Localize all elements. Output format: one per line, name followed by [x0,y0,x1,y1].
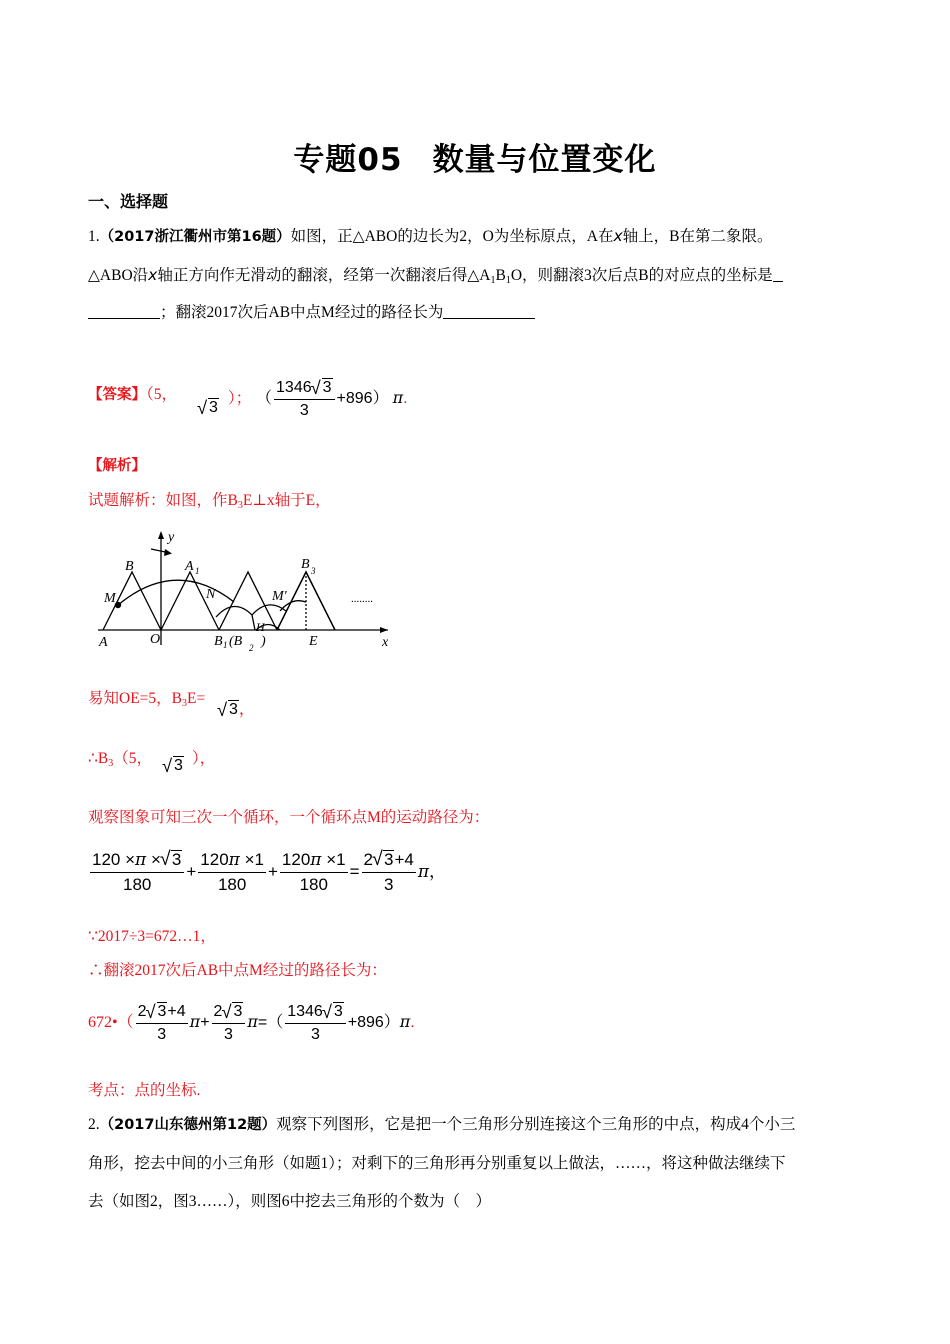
cycle-path-formula: 120 ×π × √ 3 180 + $\frac{120\pi \times 1}{180}$ + $\frac{120\pi \times 1}{180}$ = 2 √ 3+4 3 π， [92,848,447,894]
f2-2: 2 [137,1003,147,1020]
fraction-1346sqrt3-over-3: 1346 √ 3 3 [274,378,335,420]
f2-eq: =（ [257,1014,284,1032]
therefore-sqrt-radicand: 3 [174,757,183,774]
f2-2b: 2 [213,1003,223,1020]
f2-sqrt3: 3 [333,1003,343,1020]
q1-number: 1. [88,228,100,245]
sqrt-radicand: 3 [209,399,218,416]
know-b: E= [187,690,206,707]
label-N: N [206,587,216,602]
know-c: ， [238,701,255,718]
f2-dot: . [410,1014,415,1032]
triangle-3 [219,572,277,630]
title-part1: 专题05 [293,142,403,178]
q2-line2: 角形，挖去中间的小三角形（如题1）；对剩下的三角形再分别重复以上做法，……，将这种做法继续下 [88,1155,786,1172]
label-H: H [256,620,265,634]
answer-line [88,382,177,404]
analysis-observe: 观察图象可知三次一个循环，一个循环点M的运动路径为： [88,809,490,826]
x-axis-arrow [380,627,388,633]
x-variable: x [613,227,623,245]
f2-896: +896） [347,1014,400,1032]
therefore-c: ）， [192,750,216,767]
analysis-label: 【解析】 [88,458,146,474]
sub-3b: 3 [182,698,187,709]
know-a: 易知OE=5，B [88,690,182,707]
label-B: B [125,559,134,574]
label-B2: (B [229,634,243,649]
answer-sep: ）； [228,390,252,407]
q1-l2c: B [495,267,506,284]
know-sqrt-radicand: 3 [229,701,238,718]
path-arc-2 [216,606,255,630]
f-x1b: ×1 [326,850,346,869]
answer-sqrt3: √ 3 [197,396,218,418]
f-sqrt2: 3 [384,850,394,869]
q1-text-tail: 轴上，B在第二象限。 [622,228,773,245]
sub-3c: 3 [108,758,114,769]
f-p4: +4 [394,850,414,869]
f2-p4: +4 [167,1003,186,1020]
label-B1-sub: 1 [223,640,228,650]
answer-dot: . [403,390,408,408]
section-heading: 一、选择题 [88,192,169,211]
f-plus1: + [186,861,197,881]
den-3: 3 [299,402,309,419]
f-times: × [150,850,161,869]
therefore-b: （5， [113,750,152,767]
sub-1a: 1 [490,275,496,286]
f-2: 2 [363,850,373,869]
f-den1: 180 [122,875,152,894]
plus-896: +896 [336,390,373,408]
analysis-intro [88,488,331,511]
f-120: 120 × [92,850,136,869]
label-A1-sub: 1 [195,566,200,576]
answer-label: 【答案】 [88,387,146,403]
answer-blank-2[interactable] [443,304,535,319]
sqrt-3: 3 [322,379,332,396]
f-eq: = [349,861,360,881]
f2-den2: 3 [223,1026,233,1043]
f2-1346: 1346 [287,1003,323,1020]
intro-b: E⊥x轴于E， [242,492,331,509]
analysis-kaodian: 考点：点的坐标. [88,1082,201,1099]
analysis-therefore2: ∴翻滚2017次后AB中点M经过的路径长为： [88,962,387,979]
answer-blank-1[interactable] [88,304,160,319]
rolling-triangle-figure [96,527,396,652]
f2-sqrt: 3 [157,1003,167,1020]
sub-1b: 1 [505,275,511,286]
y-axis-arrow [158,531,164,539]
q1-l2d: O，则翻滚3次后点B的对应点的坐标是 [510,267,773,284]
f-den3: 180 [299,875,328,894]
know-sqrt3: √ 3， [217,698,255,720]
q1-l3a: ；翻滚2017次后AB中点M经过的路径长为 [160,304,444,321]
analysis-therefore-B3 [88,746,152,769]
label-y: y [168,530,175,545]
paren-close: ） [372,390,389,408]
f2-plus: + [200,1014,210,1032]
q1-line2 [88,263,783,286]
answer-blank-start[interactable] [773,267,783,282]
f2-den1: 3 [157,1026,167,1043]
x-variable-2: x [148,266,158,284]
label-B3-sub: 3 [311,566,316,576]
f2-sqrt2: 3 [233,1003,243,1020]
label-M: M [104,591,116,606]
f2-672: 672•（ [88,1014,134,1032]
f-den4: 3 [383,875,394,894]
label-O: O [150,632,161,647]
q1-l2a: △ABO沿 [88,267,149,284]
f-120c: 120 [281,850,311,869]
q2-source: （2017山东德州第12题） [99,1117,277,1133]
q2-text-1: 观察下列图形，它是把一个三角形分别连接这个三角形的中点，构成4个小三 [276,1116,796,1133]
q1-text: 如图，正△ABO的边长为2，O为坐标原点，A在 [290,228,614,245]
total-path-formula: 672•（ 2 √ 3+4 3 π+ 2 √ 3 3 π=（ 1346 √ 3 3 +896）π. [88,1000,415,1043]
num-1346: 1346 [276,379,312,396]
therefore-a: ∴B [88,750,109,767]
label-B3: B [301,557,310,572]
label-B2-sub: 2 [249,643,254,652]
q1-line1 [88,224,773,246]
q2-line1 [88,1112,795,1134]
ellipsis-dots: ........ [351,593,373,605]
label-A1: A [185,559,194,574]
f-den2: 180 [217,875,247,894]
paren-open: （ [256,390,273,408]
answer-fraction-expr: （ 1346 √ 3 3 +896） π. [256,376,408,419]
page-title [0,134,950,179]
q2-number: 2. [88,1116,100,1133]
q2-line3: 去（如图2，图3……），则图6中挖去三角形的个数为（ ） [88,1193,492,1210]
intro-a: 试题解析：如图，作B [88,492,238,509]
answer-open: （5， [146,386,178,403]
analysis-know [88,686,205,709]
q1-line3 [88,300,535,322]
label-E: E [309,634,318,649]
title-part2: 数量与位置变化 [432,142,657,178]
label-B2-close: ) [261,634,266,649]
analysis-because: ∵2017÷3=672…1， [88,928,216,945]
sub-3a: 3 [237,500,243,511]
label-M-prime: M′ [272,589,287,604]
f-plus2: + [267,861,278,881]
f-comma: ， [429,861,447,881]
f-sqrt: 3 [171,850,182,869]
f-x1: ×1 [244,850,264,869]
label-B1: B [214,634,223,649]
therefore-sqrt3: √ 3 [162,754,183,776]
f2-den3: 3 [311,1026,320,1043]
f-120b: 120 [200,850,229,869]
label-A: A [99,635,108,650]
label-x: x [382,635,389,650]
point-M [115,602,121,608]
q1-source: （2017浙江衢州市第16题） [99,229,291,245]
q1-l2b: 轴正方向作无滑动的翻滚，经第一次翻滚后得△A [157,267,491,284]
